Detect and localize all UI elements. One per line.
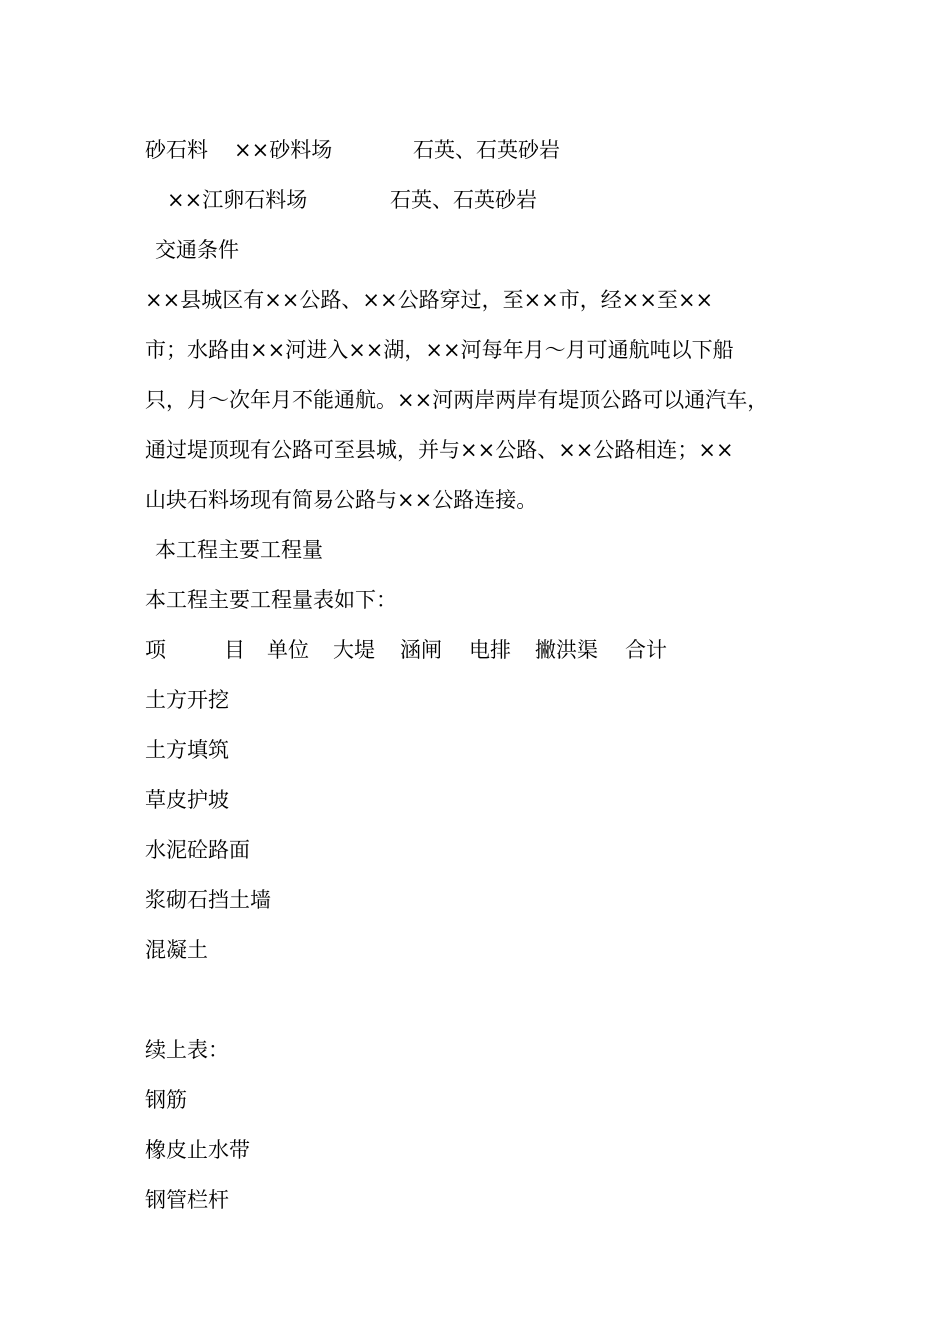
quantity-intro: 本工程主要工程量表如下： bbox=[145, 588, 397, 612]
table-header-cell: 撇洪渠 bbox=[535, 638, 598, 662]
table-row-label: 橡皮止水带 bbox=[145, 1138, 250, 1162]
table-row-label: 钢筋 bbox=[145, 1088, 187, 1112]
paragraph-line: 山块石料场现有简易公路与××公路连接。 bbox=[145, 488, 538, 512]
table-row-label: 土方填筑 bbox=[145, 738, 229, 762]
table-header-cell: 涵闸 bbox=[400, 638, 442, 662]
section-heading-quantity: 本工程主要工程量 bbox=[155, 538, 323, 562]
table-header-cell: 电排 bbox=[469, 638, 511, 662]
table-header-cell: 合计 bbox=[625, 638, 667, 662]
table-row-label: 草皮护坡 bbox=[145, 788, 229, 812]
section-heading-traffic: 交通条件 bbox=[155, 238, 239, 262]
table-header-cell: 大堤 bbox=[333, 638, 375, 662]
table-row-label: 混凝土 bbox=[145, 938, 208, 962]
material-rock: 石英、石英砂岩 bbox=[413, 138, 560, 162]
material-source: ××江卵石料场 bbox=[167, 188, 308, 212]
paragraph-line: 只，月～次年月不能通航。××河两岸两岸有堤顶公路可以通汽车， bbox=[145, 388, 769, 412]
paragraph-line: 市；水路由××河进入××湖，××河每年月～月可通航吨以下船 bbox=[145, 338, 734, 362]
table-row-label: 土方开挖 bbox=[145, 688, 229, 712]
material-type: 砂石料 bbox=[145, 138, 208, 162]
continued-label: 续上表： bbox=[145, 1038, 229, 1062]
material-source: ××砂料场 bbox=[234, 138, 333, 162]
table-header-cell: 项 bbox=[145, 638, 166, 662]
paragraph-line: ××县城区有××公路、××公路穿过，至××市，经××至×× bbox=[145, 288, 714, 312]
paragraph-line: 通过堤顶现有公路可至县城，并与××公路、××公路相连；×× bbox=[145, 438, 734, 462]
table-header-cell: 单位 bbox=[267, 638, 309, 662]
table-header-cell: 目 bbox=[224, 638, 245, 662]
material-rock: 石英、石英砂岩 bbox=[390, 188, 537, 212]
table-row-label: 钢管栏杆 bbox=[145, 1188, 229, 1212]
table-row-label: 水泥砼路面 bbox=[145, 838, 250, 862]
table-row-label: 浆砌石挡土墙 bbox=[145, 888, 271, 912]
